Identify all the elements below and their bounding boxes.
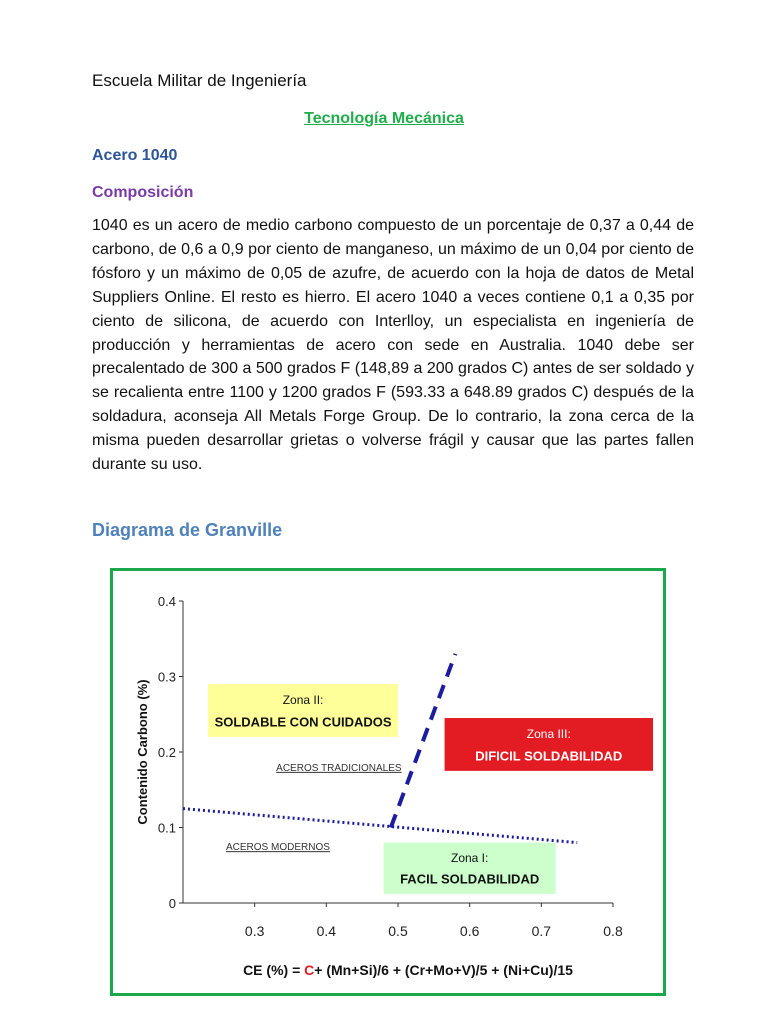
zone-label-bottom: DIFICIL SOLDABILIDAD: [475, 748, 623, 764]
y-tick-label: 0.3: [157, 669, 176, 685]
x-tick-label: 0.3: [244, 923, 265, 939]
zone-label-top: Zona III:: [526, 727, 571, 742]
x-tick-label: 0.6: [459, 923, 480, 939]
x-axis-label: [243, 962, 573, 978]
diagram-heading: Diagrama de Granville: [92, 520, 283, 540]
y-tick-label: 0.4: [157, 594, 176, 609]
course-title: Tecnología Mecánica: [304, 110, 464, 127]
y-axis-label: Contenido Carbono (%): [135, 679, 150, 825]
annotation-label: ACEROS MODERNOS: [226, 842, 330, 854]
x-axis-label-part: CE (%) =: [243, 962, 301, 978]
zone-label-top: Zona I:: [450, 851, 489, 866]
granville-diagram-frame: [110, 568, 666, 996]
y-tick-label: 0.1: [157, 820, 176, 836]
y-tick-label: 0: [168, 896, 176, 911]
institution-name: Escuela Militar de Ingeniería: [92, 71, 307, 90]
granville-chart: [113, 571, 663, 993]
composition-heading: Composición: [92, 184, 194, 201]
x-tick-label: 0.7: [531, 923, 552, 939]
annotation-label: ACEROS TRADICIONALES: [276, 762, 402, 774]
composition-paragraph: 1040 es un acero de medio carbono compuesto de un porcentaje de 0,37 a 0,44 de carbono, de 0,6 a 0,9 por ciento de manganeso, un máximo de un 0,04 por ciento de fósforo y un máximo de 0,05 de azufre, de acuerdo con la hoja de datos de Metal Suppliers Online. El resto es hierro. El acero 1040 a veces contiene 0,1 a 0,35 por ciento de silicona, de acuerdo con Interlloy, un especialista en ingeniería de producción y herramientas de acero con sede en Australia. 1040 debe ser precalentado de 300 a 500 grados F (148,89 a 200 grados C) antes de ser soldado y se recalienta entre 1100 y 1200 grados F (593.33 a 648.89 grados C) después de la soldadura, aconseja All Metals Forge Group. De lo contrario, la zona cerca de la misma pueden desarrollar grietas o volverse frágil y causar que las partes fallen durante su uso.: [92, 217, 694, 474]
x-axis-label-part: C: [300, 962, 315, 978]
x-axis-label-part: + (Mn+Si)/6 + (Cr+Mo+V)/5 + (Ni+Cu)/15: [314, 962, 573, 978]
steel-heading: Acero 1040: [92, 147, 178, 164]
zone-label-bottom: FACIL SOLDABILIDAD: [400, 871, 540, 887]
x-tick-label: 0.5: [388, 923, 408, 939]
x-tick-label: 0.8: [603, 923, 623, 939]
zone-label-top: Zona II:: [282, 693, 324, 708]
y-tick-label: 0.2: [157, 745, 176, 760]
x-tick-label: 0.4: [316, 923, 337, 939]
zone-label-bottom: SOLDABLE CON CUIDADOS: [214, 714, 392, 730]
modern-steels-line: [183, 809, 577, 843]
